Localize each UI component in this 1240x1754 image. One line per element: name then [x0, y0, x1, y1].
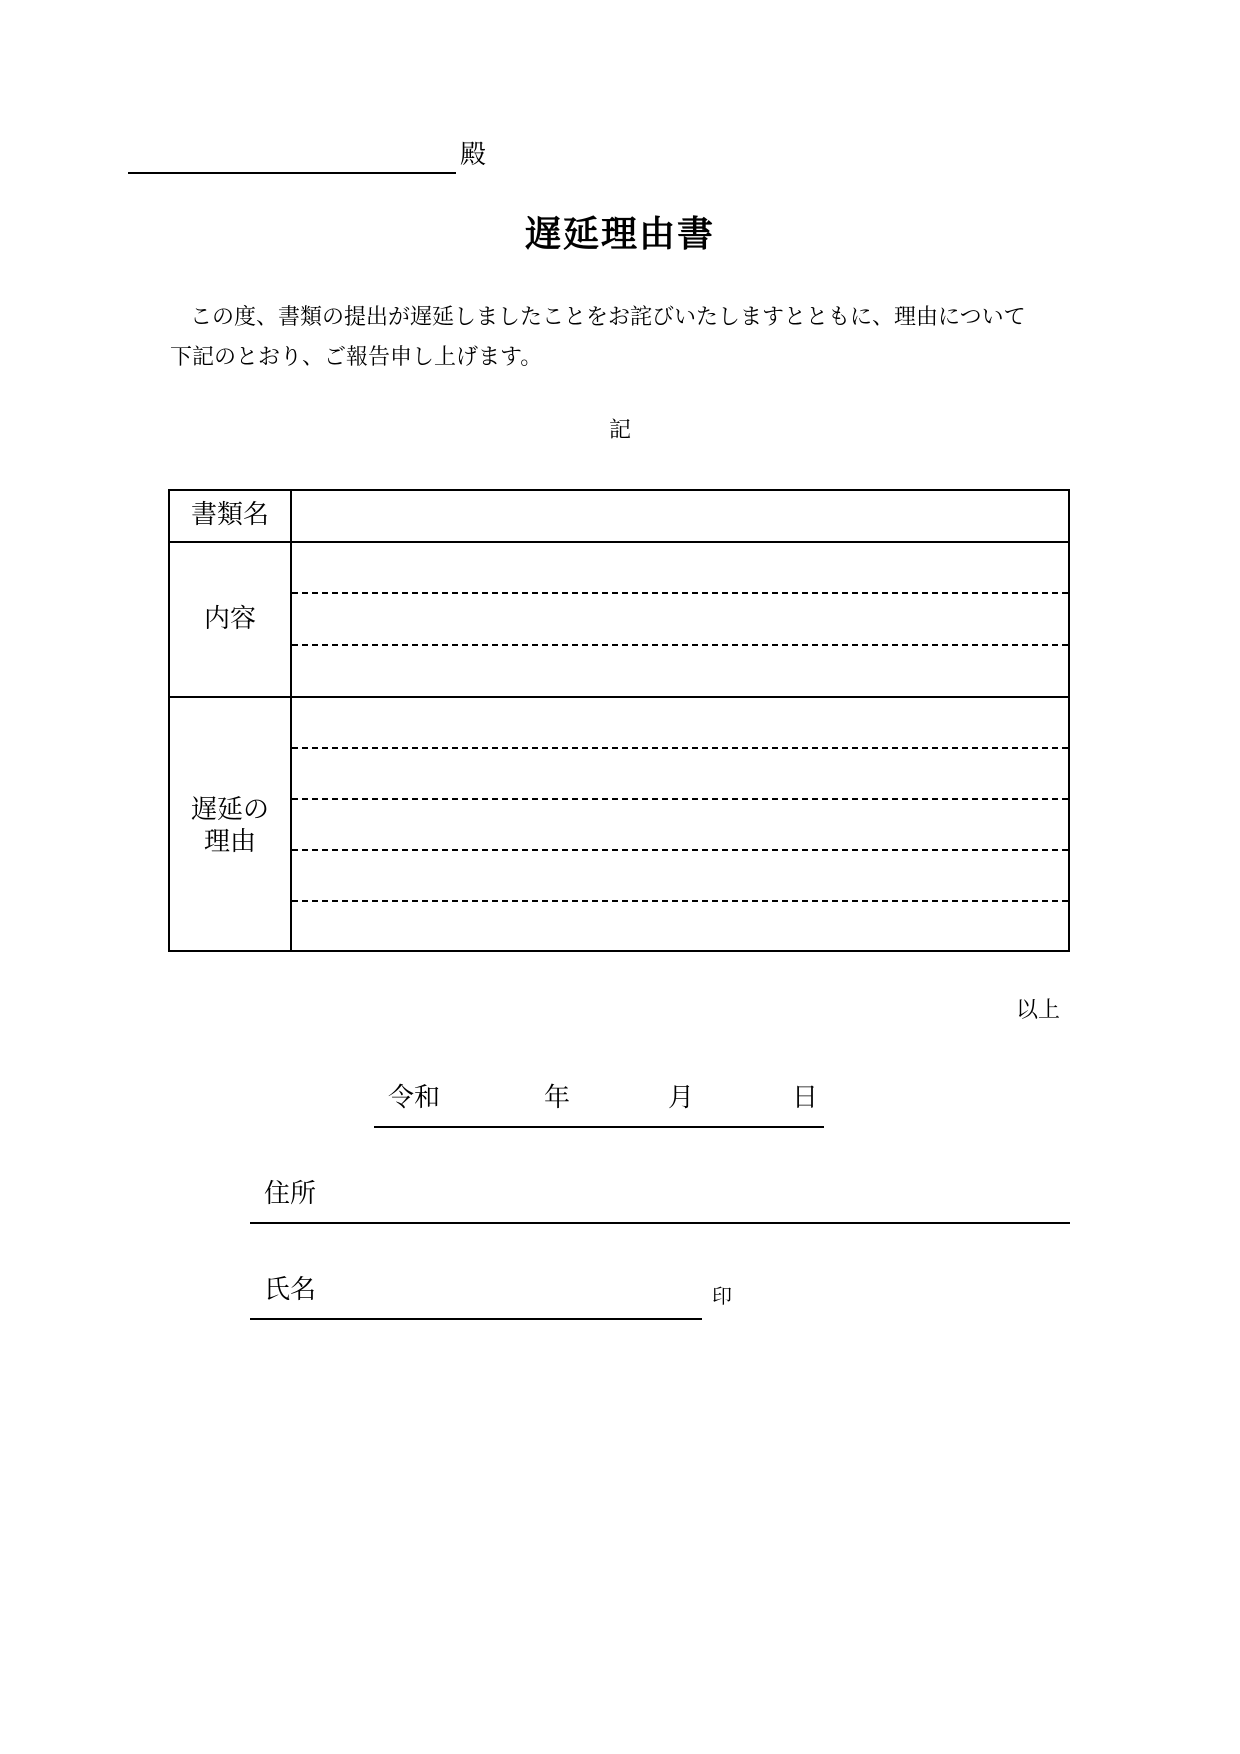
document-name-field[interactable] [292, 491, 1068, 541]
reason-label [170, 794, 290, 858]
reason-guide-line-1 [292, 747, 1068, 749]
document-name-label: 書類名 [190, 500, 269, 530]
date-year-unit: 年 [544, 1083, 571, 1113]
name-input-line[interactable] [250, 1318, 702, 1320]
seal-mark: 印 [712, 1284, 732, 1308]
address-label: 住所 [264, 1179, 317, 1209]
ijo-closing: 以上 [1016, 998, 1061, 1023]
reason-label-line-1: 遅延の [190, 795, 269, 825]
name-label: 氏名 [264, 1275, 317, 1305]
addressee-honorific: 殿 [460, 140, 487, 170]
reason-field[interactable] [292, 698, 1068, 950]
date-era: 令和 [388, 1083, 441, 1113]
intro-paragraph [170, 298, 1074, 378]
content-guide-line-2 [292, 644, 1068, 646]
reason-label-line-2: 理由 [203, 827, 256, 857]
reason-guide-line-2 [292, 798, 1068, 800]
date-day-unit: 日 [792, 1083, 819, 1113]
reason-guide-line-3 [292, 849, 1068, 851]
content-field[interactable] [292, 543, 1068, 696]
document-title: 遅延理由書 [524, 214, 715, 255]
date-month-unit: 月 [668, 1083, 695, 1113]
content-guide-line-1 [292, 592, 1068, 594]
addressee-input-line[interactable] [128, 172, 456, 174]
date-input-line[interactable] [374, 1126, 824, 1128]
reason-guide-line-4 [292, 900, 1068, 902]
ki-heading: 記 [608, 418, 631, 443]
intro-line-1: この度、書類の提出が遅延しましたことをお詫びいたしますとともに、理由について [190, 305, 1026, 330]
address-input-line[interactable] [250, 1222, 1070, 1224]
content-label: 内容 [203, 604, 256, 634]
intro-line-2: 下記のとおり、ご報告申し上げます。 [170, 345, 543, 370]
